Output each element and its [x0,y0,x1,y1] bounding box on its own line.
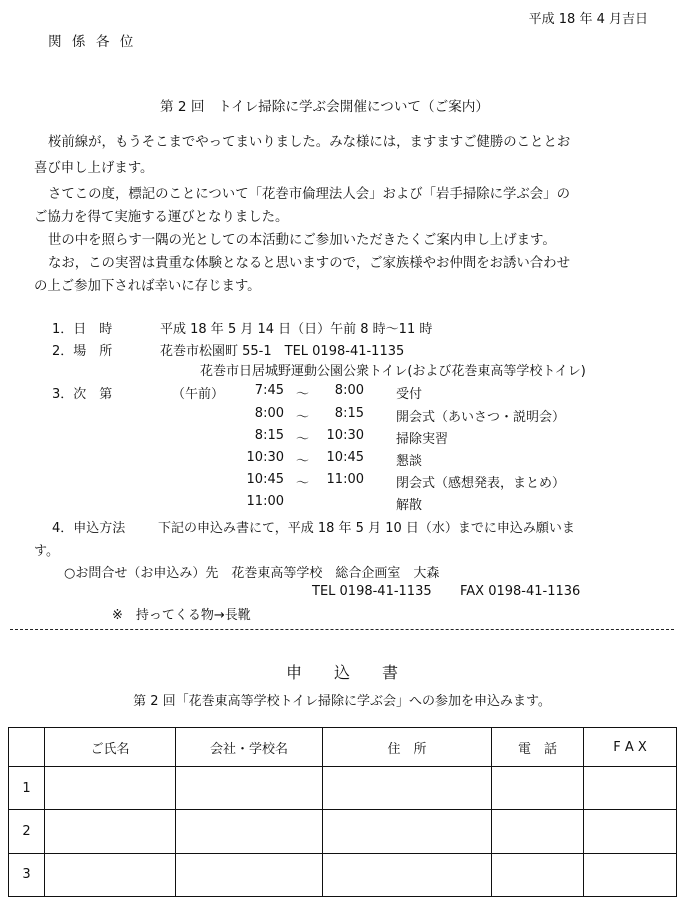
header-number [9,728,45,767]
body-line: なお，この実習は貴重な体験となると思いますので，ご家族様やお仲間をお誘い合わせ [48,256,570,271]
header-address: 住 所 [323,728,492,767]
schedule-end: 8:15 [334,406,364,421]
header-fax: F A X [584,728,677,767]
body-line: 喜び申し上げます。 [34,161,154,176]
schedule-event: 開会式（あいさつ・説明会） [396,410,566,425]
phone-cell[interactable] [492,767,584,810]
header-phone: 電 話 [492,728,584,767]
schedule-start: 8:15 [254,428,284,443]
item-program-am: （午前） [172,387,225,402]
date: 平成 18 年 4 月吉日 [528,12,648,27]
application-form-table [8,727,677,897]
item-place-address: 花巻市松園町 55-1 TEL 0198-41-1135 [160,344,405,359]
company-cell[interactable] [176,853,323,896]
phone-cell[interactable] [492,853,584,896]
item-apply-cont: す。 [34,544,59,559]
name-cell[interactable] [45,853,176,896]
schedule-tilde: ～ [296,454,310,469]
schedule-start: 10:45 [246,472,284,487]
schedule-event: 掃除実習 [396,432,449,447]
company-cell[interactable] [176,767,323,810]
schedule-event: 懇談 [396,454,423,469]
fax-cell[interactable] [584,767,677,810]
schedule-tilde: ～ [296,387,310,402]
table-row [9,853,677,896]
header-company-school: 会社・学校名 [176,728,323,767]
company-cell[interactable] [176,810,323,853]
contact-line: ○お問合せ（お申込み）先 花巻東高等学校 総合企画室 大森 [64,566,440,581]
schedule-start: 11:00 [246,494,284,509]
fax-cell[interactable] [584,853,677,896]
body-line: 桜前線が，もうそこまでやってまいりました。みな様には，ますますご健勝のこととお [48,135,571,150]
schedule-end: 10:30 [326,428,364,443]
contact-tel: TEL 0198-41-1135 [312,584,432,599]
item-place-venue: 花巻市日居城野運動公園公衆トイレ(および花巻東高等学校トイレ) [200,364,586,379]
cut-line [10,629,674,630]
item-place-label: 2．場 所 [52,344,113,359]
table-row [9,767,677,810]
body-line: の上ご参加下されば幸いに存じます。 [34,279,261,294]
phone-cell[interactable] [492,810,584,853]
table-row [9,810,677,853]
document-title: 第 2 回 トイレ掃除に学ぶ会開催について（ご案内） [160,99,489,115]
address-cell[interactable] [323,767,492,810]
item-date-value: 平成 18 年 5 月 14 日（日）午前 8 時～11 時 [160,322,433,337]
schedule-event: 受付 [396,387,423,402]
fax-cell[interactable] [584,810,677,853]
schedule-start: 8:00 [254,406,284,421]
schedule-start: 10:30 [246,450,284,465]
schedule-event: 解散 [396,498,423,513]
contact-fax: FAX 0198-41-1136 [460,584,581,599]
header-name: ご氏名 [45,728,176,767]
name-cell[interactable] [45,767,176,810]
address-cell[interactable] [323,853,492,896]
body-line: 世の中を照らす一隅の光としての本活動にご参加いただきたくご案内申し上げます。 [48,233,556,248]
row-number: 1 [9,767,45,810]
address-cell[interactable] [323,810,492,853]
table-header-row [9,728,677,767]
schedule-end: 11:00 [326,472,364,487]
body-line: さてこの度，標記のことについて「花巻市倫理法人会」および「岩手掃除に学ぶ会」の [48,187,570,202]
item-apply-label: 4．申込方法 [52,521,126,536]
addressee: 関 係 各 位 [48,34,137,50]
schedule-tilde: ～ [296,432,310,447]
form-heading: 申 込 書 [285,663,398,682]
body-line: ご協力を得て実施する運びとなりました。 [34,210,289,225]
item-apply-value: 下記の申込み書にて，平成 18 年 5 月 10 日（水）までに申込み願いま [158,521,575,536]
schedule-event: 閉会式（感想発表，まとめ） [396,476,566,491]
schedule-end: 8:00 [334,383,364,398]
item-program-label: 3．次 第 [52,387,113,402]
note: ※ 持ってくる物→長靴 [112,608,251,623]
schedule-tilde: ～ [296,410,310,425]
name-cell[interactable] [45,810,176,853]
schedule-end: 10:45 [326,450,364,465]
schedule-start: 7:45 [254,383,284,398]
schedule-tilde: ～ [296,476,310,491]
row-number: 2 [9,810,45,853]
form-subtitle: 第 2 回「花巻東高等学校トイレ掃除に学ぶ会」への参加を申込みます。 [133,694,551,709]
row-number: 3 [9,853,45,896]
item-date-label: 1．日 時 [52,322,113,337]
